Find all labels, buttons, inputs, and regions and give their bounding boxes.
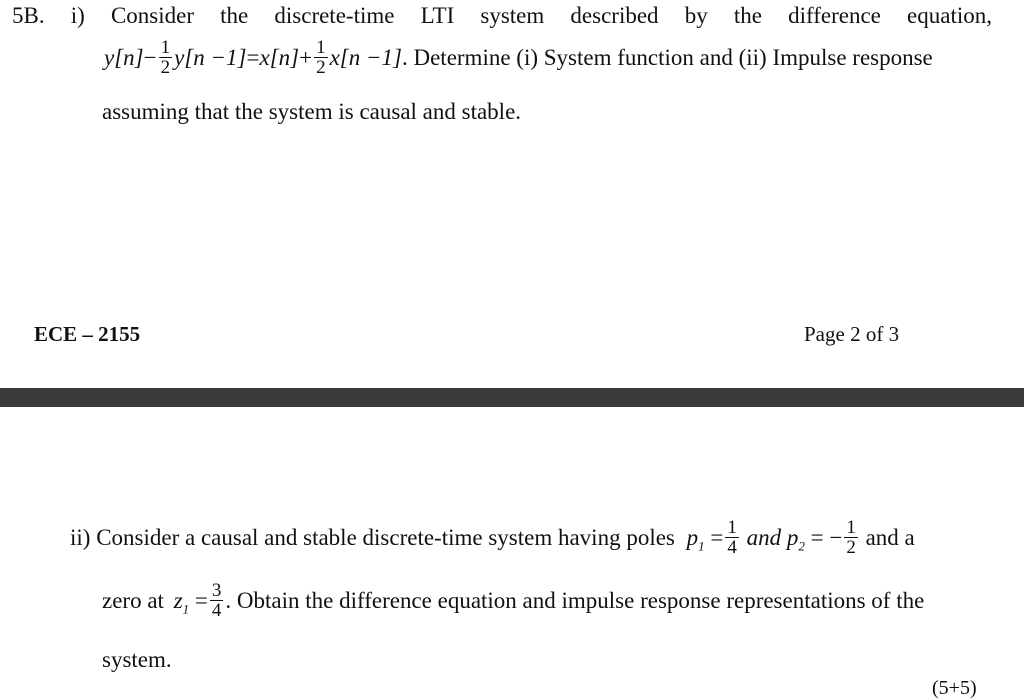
part-ii-line2: zero at $z_1$ = $\frac{3}{4}$ . Obtain the difference equation and impulse response representations of the bbox=[102, 580, 925, 621]
eq-fraction-half-2: $\frac{1}{2}$ bbox=[316, 37, 326, 78]
eq-x-n-1: x[n −1] bbox=[329, 44, 402, 70]
pole-p1: $p_1$ bbox=[686, 524, 705, 554]
eq-x-n: x[n] bbox=[259, 44, 300, 70]
marks-allocation: (5+5) bbox=[932, 677, 977, 699]
pole-p2-value: $\frac{1}{2}$ bbox=[846, 517, 856, 558]
eq-fraction-half: $\frac{1}{2}$ bbox=[160, 37, 171, 78]
zero-z1: $z_1$ bbox=[173, 587, 190, 617]
eq-y-n: y[n] bbox=[104, 44, 144, 70]
page-3 bbox=[0, 407, 1024, 689]
page-break-divider bbox=[0, 388, 1024, 407]
question-number: 5B. bbox=[12, 3, 45, 28]
pole-p2: $p_2$ bbox=[786, 524, 805, 554]
question-5b-equation-line: y[n]− $\frac{1}{2}$ y[n −1]=x[n]+ $\frac{1}{2}$ x[n −1]. Determine (i) System function and (ii) Impulse response bbox=[104, 37, 933, 78]
part-i-label: i) bbox=[70, 3, 85, 28]
eq-y-n-1: y[n −1] bbox=[174, 44, 247, 70]
part-ii-label: ii) bbox=[70, 524, 91, 550]
question-5b-line1: 5B. i) Consider the discrete-time LTI system described by the difference equation, bbox=[12, 3, 992, 28]
footer-page-number: Page 2 of 3 bbox=[804, 322, 900, 346]
part-ii-line3: system. bbox=[102, 647, 172, 672]
footer-course-code: ECE – 2155 bbox=[34, 322, 141, 346]
zero-z1-value: $\frac{3}{4}$ bbox=[211, 580, 222, 621]
pole-p1-value: $\frac{1}{4}$ bbox=[727, 517, 737, 558]
question-5b-line2-text: Determine (i) System function and (ii) Impulse response bbox=[413, 44, 933, 70]
question-5b-line3: assuming that the system is causal and stable. bbox=[102, 99, 522, 124]
part-ii-line1: ii) Consider a causal and stable discrete-time system having poles $p_1$ = $\frac{1}{4}$ and $p_2$ = − $\frac{1}{2}$ and a bbox=[70, 517, 915, 558]
